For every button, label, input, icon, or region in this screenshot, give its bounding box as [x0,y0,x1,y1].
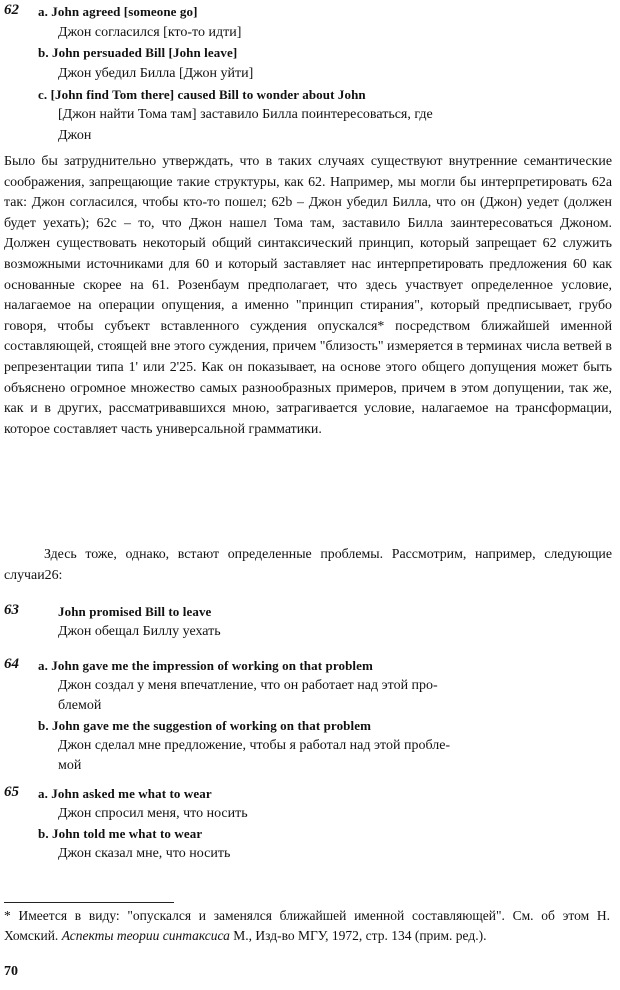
example-62a-english: a. John agreed [someone go] [38,4,198,19]
example-64b-russian: Джон сделал мне предложение, чтобы я работал над этой пробле- [58,738,451,753]
footnote-book-title: Аспекты теории синтаксиса [61,928,230,943]
body-paragraph-1: Было бы затруднительно утверждать, что в таких случаях существуют внутренние семантические соображения, запрещающие такие структуры, как 62. Например, мы могли бы интерпретировать 62а так: Джон согласился, чтобы кто-то пошел; 62b – Джон убедил Билла, что он (Джон) уедет (должен будет уехать); 62с – то, что Джон нашел Тома там, заставило Билла заинтересоваться Джоном. Должен существовать некоторый общий синтаксический принцип, который запрещает 62 служить возможными источниками для 60 и который заставляет нас интерпретировать предложения 60 как основанные скорее на 61. Розенбаум предполагает, что здесь участвует определенное условие, налагаемое на операции опущения, а именно "принцип стирания", который предписывает, грубо говоря, чтобы субъект вставленного суждения опускался* посредством ближайшей именной составляющей, стоящей вне этого суждения, причем "близость" измеряется в терминах числа ветвей в репрезентации типа 1' или 2'25. Как он показывает, на основе этого общего допущения может быть объяснено огромное множество самых разнообразных примеров, причем в этом допущении, так же, как и в других, рассматривавшихся мною, затрагивается условие, налагаемое на трансформации, которое составляет часть универсальной грамматики. [4,154,612,437]
example-64a-russian: Джон создал у меня впечатление, что он работает над этой про- [58,678,438,693]
example-62c-russian: [Джон найти Тома там] заставило Билла поинтересоваться, где [58,107,433,122]
example-63-russian: Джон обещал Биллу уехать [58,624,221,639]
footnote-publisher: М., Изд-во МГУ, 1972, стр. 134 (прим. ред.). [229,928,487,943]
example-64b-russian-cont: мой [58,758,82,773]
example-65a-english: a. John asked me what to wear [38,786,212,801]
example-number: 65 [4,784,19,800]
example-64b-english: b. John gave me the suggestion of working on that problem [38,718,372,733]
example-number: 63 [4,602,19,618]
example-64a-russian-cont: блемой [58,698,102,713]
footnote [4,906,610,946]
footnote-text: * Имеется в виду: "опускался и заменялся ближайшей именной составляющей". См. об этом Н. Хомский. [4,908,610,943]
example-65b-russian: Джон сказал мне, что носить [58,846,231,861]
example-number: 62 [4,2,19,18]
example-62c-english: c. [John find Tom there] caused Bill to wonder about John [38,87,366,102]
example-63-english: John promised Bill to leave [58,604,212,619]
example-62b-english: b. John persuaded Bill [John leave] [38,45,238,60]
example-65b-english: b. John told me what to wear [38,826,203,841]
example-62c-russian-cont: Джон [58,128,92,143]
footnote-divider [4,902,174,903]
example-62a-russian: Джон согласился [кто-то идти] [58,25,242,40]
example-62b-russian: Джон убедил Билла [Джон уйти] [58,66,254,81]
example-64a-english: a. John gave me the impression of working on that problem [38,658,373,673]
body-paragraph-2: Здесь тоже, однако, встают определенные проблемы. Рассмотрим, например, следующие случаи26: [4,547,612,583]
example-number: 64 [4,656,19,672]
page-number: 70 [4,964,18,979]
example-65a-russian: Джон спросил меня, что носить [58,806,248,821]
